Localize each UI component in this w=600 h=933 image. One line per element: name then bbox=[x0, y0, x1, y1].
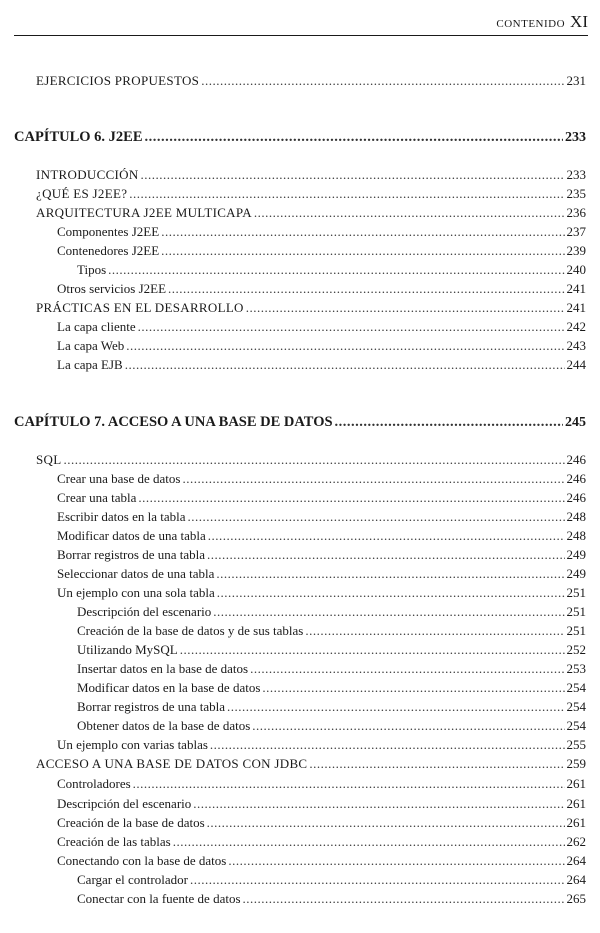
dot-leader bbox=[216, 565, 564, 583]
toc-entry bbox=[77, 641, 586, 659]
toc-entry-title: Descripción del escenario bbox=[57, 796, 192, 811]
toc-entry-page: 261 bbox=[566, 776, 586, 791]
toc-chapter bbox=[14, 413, 586, 431]
toc-entry-title: INTRODUCCIÓN bbox=[36, 167, 139, 182]
toc-chapter-page: 233 bbox=[565, 130, 586, 145]
toc-entry-title: Modificar datos de una tabla bbox=[57, 528, 206, 543]
toc-entry bbox=[57, 833, 586, 851]
dot-leader bbox=[129, 185, 564, 203]
header-rule bbox=[14, 35, 588, 36]
toc-entry-title: Conectando con la base de datos bbox=[57, 853, 227, 868]
toc-entry-title: EJERCICIOS PROPUESTOS bbox=[36, 73, 200, 88]
dot-leader bbox=[217, 584, 565, 602]
toc-entry-page: 264 bbox=[566, 872, 586, 887]
toc-entry bbox=[36, 451, 586, 469]
dot-leader bbox=[126, 337, 564, 355]
dot-leader bbox=[161, 242, 564, 260]
toc-entry-title: Creación de la base de datos y de sus tablas bbox=[77, 623, 304, 638]
dot-leader bbox=[138, 489, 564, 507]
toc-entry-page: 235 bbox=[566, 186, 586, 201]
toc-entry-page: 236 bbox=[566, 205, 586, 220]
toc-entry-title: La capa cliente bbox=[57, 319, 136, 334]
toc-entry-title: ARQUITECTURA J2EE MULTICAPA bbox=[36, 205, 252, 220]
toc-entry bbox=[36, 204, 586, 222]
toc-entry bbox=[77, 679, 586, 697]
dot-leader bbox=[207, 546, 564, 564]
toc-entry bbox=[57, 489, 586, 507]
toc-entry-title: Crear una base de datos bbox=[57, 471, 181, 486]
toc-entry-title: Otros servicios J2EE bbox=[57, 281, 167, 296]
toc-entry bbox=[77, 890, 586, 908]
dot-leader bbox=[133, 775, 565, 793]
toc-entry-title: PRÁCTICAS EN EL DESARROLLO bbox=[36, 300, 244, 315]
dot-leader bbox=[190, 871, 565, 889]
toc-entry-title: SQL bbox=[36, 452, 62, 467]
toc-entry-title: La capa Web bbox=[57, 338, 125, 353]
toc-entry bbox=[36, 185, 586, 203]
toc-chapter-page: 245 bbox=[565, 415, 586, 430]
toc-entry bbox=[36, 72, 586, 90]
toc-entry-page: 241 bbox=[566, 281, 586, 296]
toc-entry-page: 261 bbox=[566, 796, 586, 811]
toc-entry bbox=[57, 318, 586, 336]
toc-entry bbox=[77, 717, 586, 735]
toc-chapter bbox=[14, 128, 586, 146]
toc-entry-title: ACCESO A UNA BASE DE DATOS CON JDBC bbox=[36, 756, 308, 771]
toc-entry-page: 261 bbox=[566, 815, 586, 830]
toc-entry-page: 253 bbox=[566, 661, 586, 676]
toc-entry bbox=[77, 871, 586, 889]
toc-entry-page: 240 bbox=[566, 262, 586, 277]
toc-entry-page: 241 bbox=[566, 300, 586, 315]
dot-leader bbox=[182, 470, 564, 488]
toc-entry-title: Creación de la base de datos bbox=[57, 815, 205, 830]
dot-leader bbox=[252, 717, 564, 735]
header-section: CONTENIDO bbox=[496, 18, 566, 30]
toc-entry bbox=[57, 356, 586, 374]
toc-entry-title: Creación de las tablas bbox=[57, 834, 171, 849]
dot-leader bbox=[305, 622, 564, 640]
dot-leader bbox=[309, 755, 564, 773]
dot-leader bbox=[161, 223, 564, 241]
toc-entry-page: 254 bbox=[566, 699, 586, 714]
toc-entry-page: 259 bbox=[566, 756, 586, 771]
toc-entry bbox=[57, 223, 586, 241]
dot-leader bbox=[228, 852, 564, 870]
toc-entry bbox=[77, 622, 586, 640]
dot-leader bbox=[180, 641, 565, 659]
toc-entry bbox=[57, 546, 586, 564]
toc-entry-title: Obtener datos de la base de datos bbox=[77, 718, 251, 733]
dot-leader bbox=[63, 451, 564, 469]
dot-leader bbox=[210, 736, 565, 754]
toc-entry-page: 244 bbox=[566, 357, 586, 372]
dot-leader bbox=[108, 261, 564, 279]
toc-entry bbox=[57, 337, 586, 355]
toc-entry-title: Insertar datos en la base de datos bbox=[77, 661, 249, 676]
dot-leader bbox=[193, 795, 564, 813]
toc-entry-title: Cargar el controlador bbox=[77, 872, 188, 887]
dot-leader bbox=[254, 204, 565, 222]
toc-chapter-title: CAPÍTULO 7. ACCESO A UNA BASE DE DATOS bbox=[14, 414, 333, 430]
dot-leader bbox=[168, 280, 564, 298]
toc-entry bbox=[57, 242, 586, 260]
dot-leader bbox=[173, 833, 565, 851]
toc-entry-title: Seleccionar datos de una tabla bbox=[57, 566, 215, 581]
toc-entry-title: Borrar registros de una tabla bbox=[57, 547, 206, 562]
toc-entry-title: Modificar datos en la base de datos bbox=[77, 680, 261, 695]
dot-leader bbox=[125, 356, 565, 374]
dot-leader bbox=[208, 527, 565, 545]
toc-entry-title: Conectar con la fuente de datos bbox=[77, 891, 241, 906]
toc-entry-title: Un ejemplo con una sola tabla bbox=[57, 585, 215, 600]
toc-entry-title: ¿QUÉ ES J2EE? bbox=[36, 186, 128, 201]
toc-entry bbox=[36, 755, 586, 773]
toc-entry bbox=[57, 584, 586, 602]
toc-entry bbox=[57, 470, 586, 488]
dot-leader bbox=[145, 128, 563, 146]
dot-leader bbox=[201, 72, 564, 90]
toc-entry-page: 246 bbox=[566, 471, 586, 486]
toc-entry-title: Controladores bbox=[57, 776, 131, 791]
dot-leader bbox=[335, 413, 563, 431]
toc-entry-page: 248 bbox=[566, 509, 586, 524]
dot-leader bbox=[188, 508, 565, 526]
toc-entry-title: Crear una tabla bbox=[57, 490, 137, 505]
dot-leader bbox=[243, 890, 565, 908]
toc-entry-page: 265 bbox=[566, 891, 586, 906]
toc-entry-title: Descripción del escenario bbox=[77, 604, 212, 619]
toc-entry-page: 239 bbox=[566, 243, 586, 258]
dot-leader bbox=[246, 299, 565, 317]
toc-entry-title: Utilizando MySQL bbox=[77, 642, 178, 657]
running-header bbox=[0, 12, 588, 32]
toc-entry bbox=[36, 299, 586, 317]
toc-entry-page: 251 bbox=[566, 604, 586, 619]
toc-entry-page: 254 bbox=[566, 680, 586, 695]
toc-entry bbox=[57, 736, 586, 754]
toc-chapter-title: CAPÍTULO 6. J2EE bbox=[14, 129, 143, 145]
toc-entry-page: 252 bbox=[566, 642, 586, 657]
toc-entry bbox=[36, 166, 586, 184]
toc-entry bbox=[57, 852, 586, 870]
toc-entry-page: 255 bbox=[566, 737, 586, 752]
toc-entry bbox=[57, 814, 586, 832]
dot-leader bbox=[207, 814, 565, 832]
toc-entry-title: Un ejemplo con varias tablas bbox=[57, 737, 208, 752]
dot-leader bbox=[138, 318, 565, 336]
toc-entry bbox=[57, 775, 586, 793]
toc-entry-page: 242 bbox=[566, 319, 586, 334]
toc-entry bbox=[57, 795, 586, 813]
dot-leader bbox=[141, 166, 565, 184]
toc-entry-page: 246 bbox=[566, 490, 586, 505]
toc-entry-page: 264 bbox=[566, 853, 586, 868]
dot-leader bbox=[213, 603, 564, 621]
toc-entry bbox=[77, 603, 586, 621]
toc-entry-page: 237 bbox=[566, 224, 586, 239]
toc-entry bbox=[77, 660, 586, 678]
toc-entry-title: Contenedores J2EE bbox=[57, 243, 160, 258]
dot-leader bbox=[250, 660, 564, 678]
toc-entry-title: Borrar registros de una tabla bbox=[77, 699, 226, 714]
toc-entry-page: 231 bbox=[566, 73, 586, 88]
toc-entry bbox=[77, 261, 586, 279]
toc-entry-page: 249 bbox=[566, 566, 586, 581]
toc-entry-page: 246 bbox=[566, 452, 586, 467]
toc-entry-page: 251 bbox=[566, 585, 586, 600]
toc-entry-page: 249 bbox=[566, 547, 586, 562]
toc-entry-title: Escribir datos en la tabla bbox=[57, 509, 186, 524]
toc-entry bbox=[57, 527, 586, 545]
toc-entry bbox=[57, 565, 586, 583]
toc-entry-title: Componentes J2EE bbox=[57, 224, 160, 239]
toc-entry-title: Tipos bbox=[77, 262, 107, 277]
toc-entry-page: 254 bbox=[566, 718, 586, 733]
toc-entry-page: 262 bbox=[566, 834, 586, 849]
dot-leader bbox=[262, 679, 564, 697]
toc-entry-page: 251 bbox=[566, 623, 586, 638]
toc-entry bbox=[57, 280, 586, 298]
toc-entry-page: 233 bbox=[566, 167, 586, 182]
toc-entry bbox=[57, 508, 586, 526]
dot-leader bbox=[227, 698, 564, 716]
header-page-number: XI bbox=[570, 12, 588, 31]
toc-entry bbox=[77, 698, 586, 716]
toc-entry-page: 243 bbox=[566, 338, 586, 353]
toc-entry-page: 248 bbox=[566, 528, 586, 543]
toc-entry-title: La capa EJB bbox=[57, 357, 123, 372]
